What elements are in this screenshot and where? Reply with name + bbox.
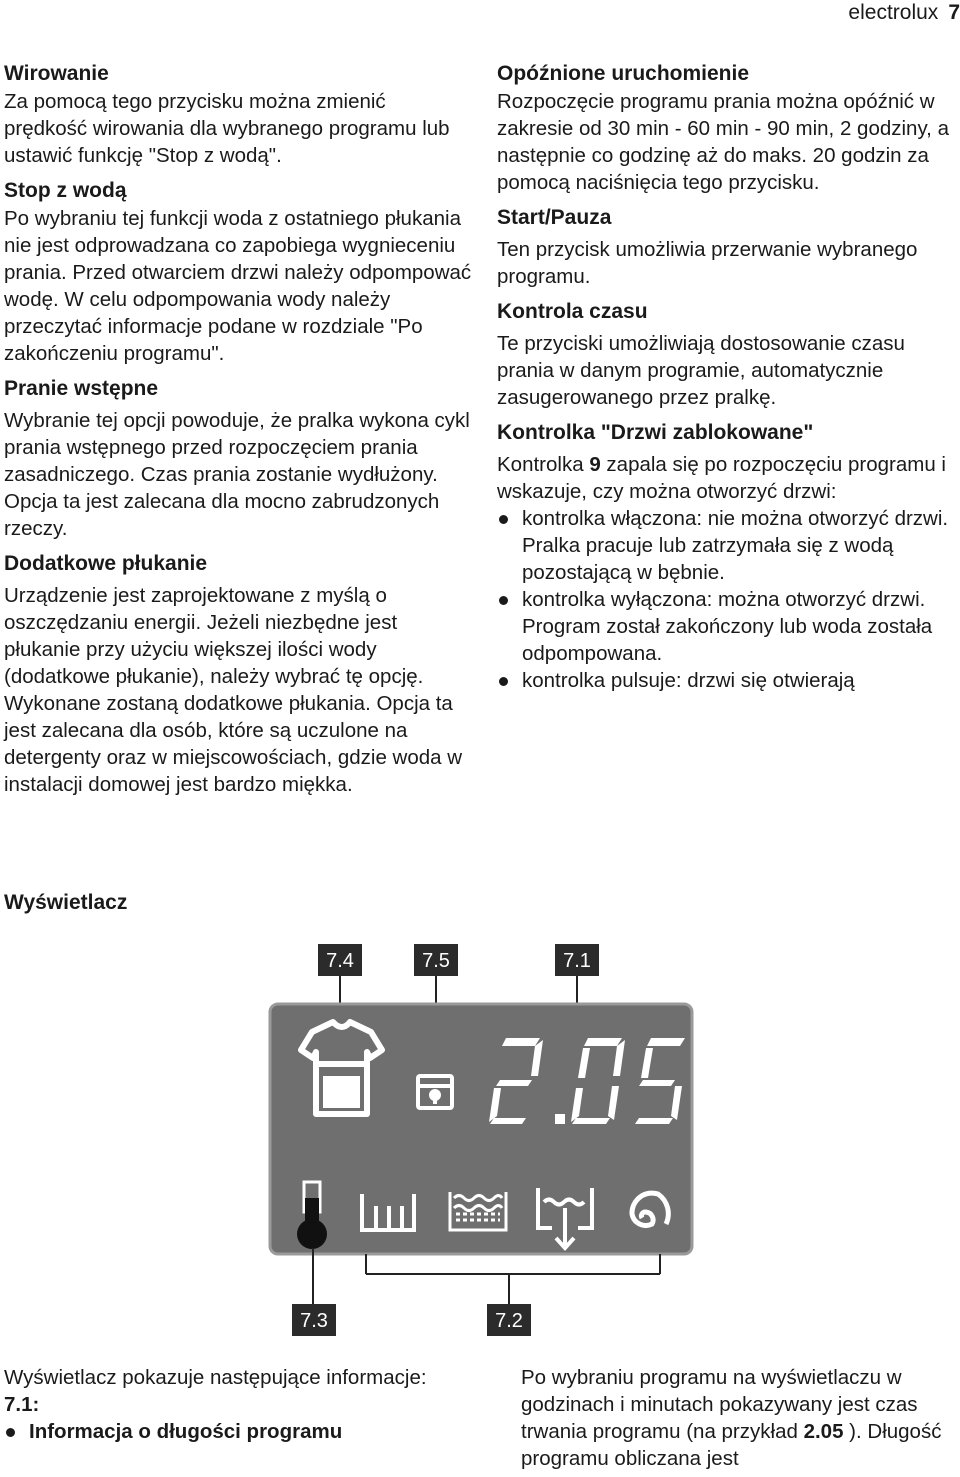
list-item: kontrolka włączona: nie można otworzyć drzwi. Pralka pracuje lub zatrzymała się z wodą pozostającą w bębnie. <box>497 505 960 586</box>
display-section-title: Wyświetlacz <box>4 891 128 914</box>
right-column <box>497 60 960 700</box>
section-text: Ten przycisk umożliwia przerwanie wybranego programu. <box>497 238 918 288</box>
list-item: kontrolka pulsuje: drzwi się otwierają <box>497 667 960 694</box>
display-info-intro: Wyświetlacz pokazuje następujące informacje: <box>4 1366 427 1389</box>
section-text: Po wybraniu tej funkcji woda z ostatniego płukania nie jest odprowadzana co zapobiega wygnieceniu prania. Przed otwarciem drzwi należy odpompować wodę. W celu odpompowania wody należy przeczytać informacje podane w rozdziale "Po zakończeniu programu". <box>4 207 472 365</box>
section-wirowanie <box>4 60 474 169</box>
brand-name: electrolux <box>848 1 939 24</box>
section-stop-z-woda <box>4 177 474 367</box>
section-title: Kontrola czasu <box>497 300 648 323</box>
display-panel <box>270 1004 692 1254</box>
example-time: 2.05 <box>803 1420 844 1443</box>
section-text <box>497 451 960 505</box>
section-opoznione-uruchomienie <box>497 60 960 196</box>
intro-text: Kontrolka <box>497 453 590 476</box>
section-pranie-wstepne <box>4 375 474 542</box>
section-title: Pranie wstępne <box>4 377 159 400</box>
section-text: Te przyciski umożliwiają dostosowanie czasu prania w danym programie, automatycznie zasugerowanego przez pralkę. <box>497 332 905 409</box>
label-7-2 <box>487 1304 531 1336</box>
section-text: Za pomocą tego przycisku można zmienić prędkość wirowania dla wybranego programu lub ustawić funkcję "Stop z wodą". <box>4 90 450 167</box>
label-text: 7.3 <box>300 1310 328 1332</box>
page-number: 7 <box>948 1 960 24</box>
section-dodatkowe-plukanie <box>4 550 474 798</box>
display-info-right <box>521 1364 960 1472</box>
section-title: Wirowanie <box>4 62 109 85</box>
section-text: Rozpoczęcie programu prania można opóźnić w zakresie od 30 min - 60 min - 90 min, 2 godziny, a następnie co godzinę aż do maks. 20 godzin za pomocą naciśnięcia tego przycisku. <box>497 90 949 194</box>
label-7-5 <box>414 944 458 976</box>
label-text: 7.5 <box>422 950 450 972</box>
section-title: Opóźnione uruchomienie <box>497 62 750 85</box>
section-title: Dodatkowe płukanie <box>4 552 208 575</box>
indicator-list <box>497 505 960 694</box>
section-title: Kontrolka "Drzwi zablokowane" <box>497 421 814 444</box>
intro-text: zapala się po rozpoczęciu programu i wskazuje, czy można otworzyć drzwi: <box>497 453 946 503</box>
indicator-number: 9 <box>589 453 601 476</box>
section-drzwi-zablokowane <box>497 419 960 694</box>
section-text: Wybranie tej opcji powoduje, że pralka wykona cykl prania wstępnego przed rozpoczęciem prania zasadniczego. Czas prania zostanie wydłużony. Opcja ta jest zalecana dla mocno zabrudzonych rzeczy. <box>4 409 470 540</box>
display-ref: 7.1: <box>4 1393 40 1416</box>
left-column <box>4 60 474 804</box>
section-text: Urządzenie jest zaprojektowane z myślą o oszczędzaniu energii. Jeżeli niezbędne jest płukanie przy użyciu większej ilości wody (dodatkowe płukanie), należy wybrać tę opcję. Wykonane zostaną dodatkowe płukania. Opcja ta jest zalecana dla osób, które są uczulone na detergenty oraz w miejscowościach, gdzie woda w instalacji domowej jest bardzo miękka. <box>4 584 463 796</box>
label-7-1 <box>555 944 599 976</box>
text-part: ). Długość programu obliczana jest <box>521 1420 942 1470</box>
label-text: 7.1 <box>563 950 591 972</box>
label-text: 7.4 <box>326 950 354 972</box>
text-part: Po wybraniu programu na wyświetlaczu w godzinach i minutach pokazywany jest czas trwania programu (na przykład <box>521 1366 918 1443</box>
section-kontrola-czasu <box>497 298 960 411</box>
page-header <box>848 0 960 26</box>
list-item: kontrolka wyłączona: można otworzyć drzwi. Program został zakończony lub woda została odpompowana. <box>497 586 960 667</box>
display-info-list <box>4 1418 474 1445</box>
label-text: 7.2 <box>495 1310 523 1332</box>
list-item: Informacja o długości programu <box>4 1418 474 1445</box>
label-7-4 <box>318 944 362 976</box>
display-info-left <box>4 1364 474 1445</box>
section-title: Start/Pauza <box>497 206 612 229</box>
label-7-3 <box>292 1304 336 1336</box>
section-start-pauza <box>497 204 960 290</box>
display-info-text <box>521 1364 960 1472</box>
display-diagram <box>0 930 960 1340</box>
section-title: Stop z wodą <box>4 179 127 202</box>
